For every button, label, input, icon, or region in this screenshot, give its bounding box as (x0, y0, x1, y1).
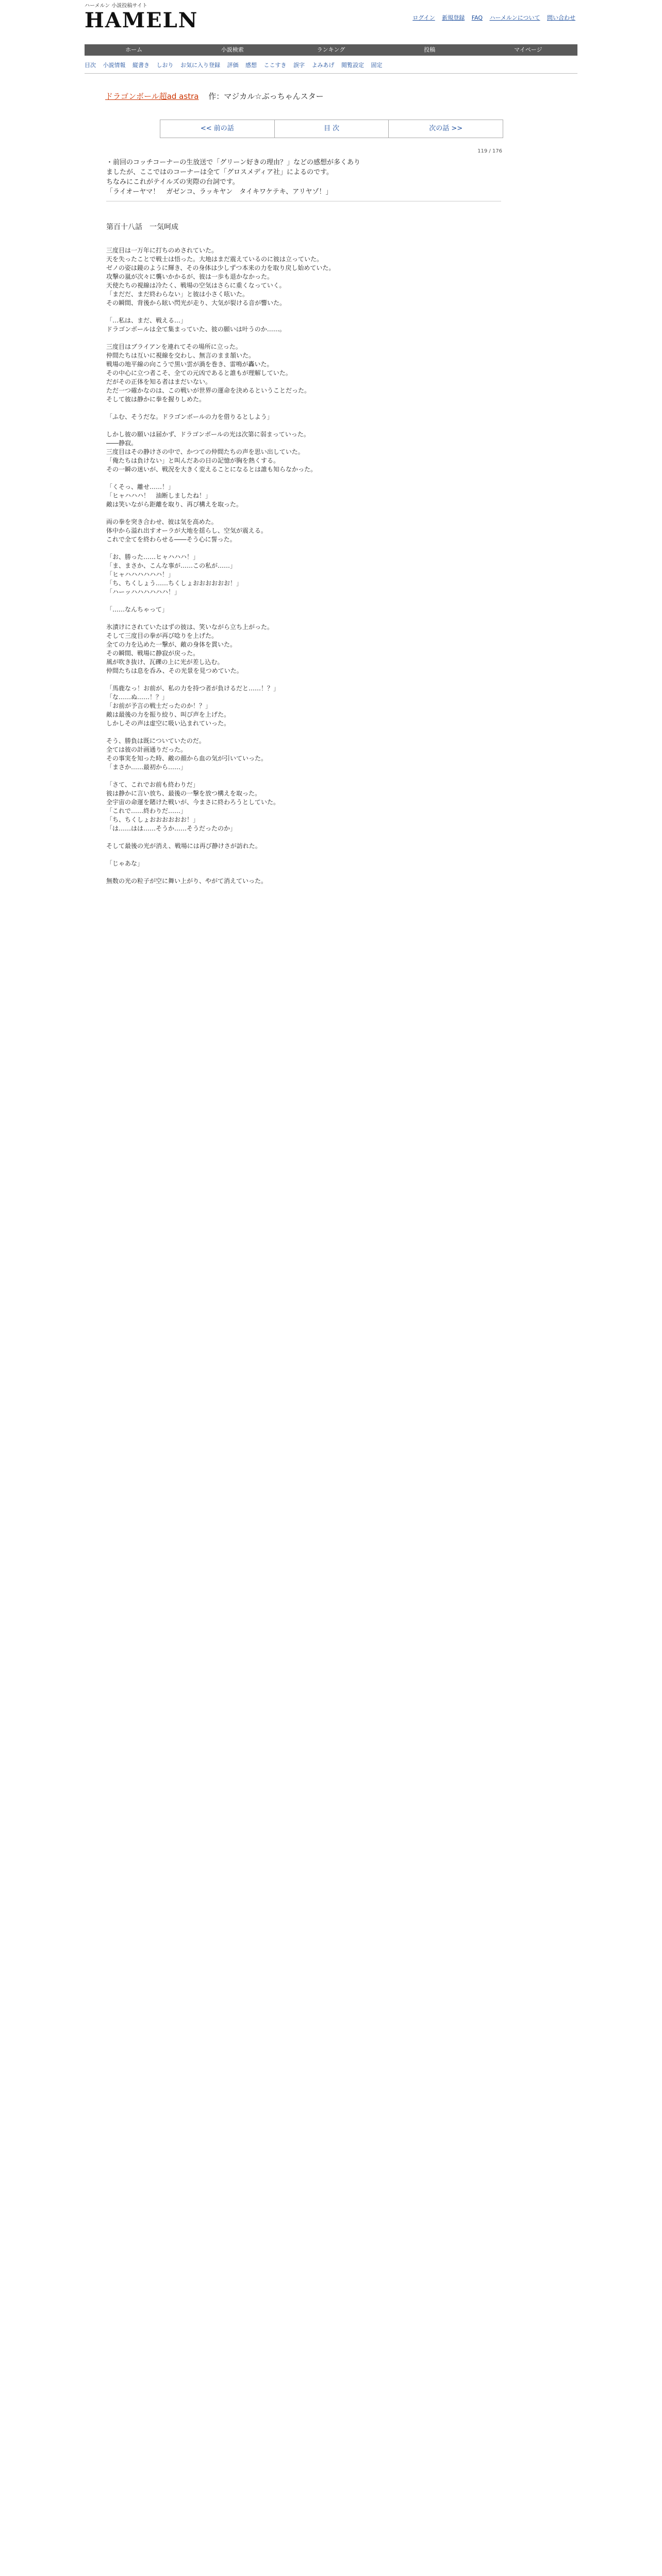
toc-button[interactable]: 目 次 (275, 120, 389, 138)
paragraph (106, 859, 501, 868)
nav-post[interactable]: 投稿 (424, 46, 436, 53)
text-line: 仲間たちは互いに視線を交わし、無言のまま頷いた。 (106, 352, 255, 359)
nav-ranking[interactable]: ランキング (317, 46, 345, 53)
text-line: 「ち、ちくしょう……ちくしょおおおおおお！」 (106, 580, 243, 587)
paragraph (106, 483, 501, 509)
text-line: その事実を知った時、敵の顔から血の気が引いていった。 (106, 755, 268, 762)
text-line: 「まだだ、まだ終わらない」と彼は小さく呟いた。 (106, 291, 249, 298)
text-line: 「くそっ、離せ……！」 (106, 483, 175, 490)
paragraph (106, 877, 501, 886)
paragraph (106, 623, 501, 675)
chapter-title: 第百十八話 一気呵成 (106, 223, 178, 231)
subnav-review[interactable]: 感想 (245, 62, 257, 69)
text-line: その中心に立つ者こそ、全ての元凶であると誰もが理解していた。 (106, 369, 292, 377)
nav-home[interactable]: ホーム (125, 46, 143, 53)
subnav-info[interactable]: 小説情報 (103, 62, 126, 69)
subnav-bookmark[interactable]: しおり (156, 62, 174, 69)
site-logo[interactable] (85, 3, 198, 32)
paragraph (106, 430, 501, 474)
subnav-typo[interactable]: 誤字 (293, 62, 305, 69)
paragraph (106, 781, 501, 833)
paragraph (106, 737, 501, 772)
paragraph (106, 553, 501, 597)
next-chapter-button[interactable]: 次の話 >> (429, 125, 463, 132)
paragraph (106, 842, 501, 851)
text-line: 両の拳を突き合わせ、彼は気を高めた。 (106, 518, 218, 526)
text-line: 「ま、まさか、こんな事が……この私が……」 (106, 562, 237, 569)
text-line: 敵は笑いながら距離を取り、再び構えを取った。 (106, 501, 243, 508)
text-line: そして彼は静かに拳を握りしめた。 (106, 396, 206, 403)
text-line: そう、勝負は既についていたのだ。 (106, 737, 205, 744)
text-line: その瞬間、背後から眩い閃光が走り、大気が裂ける音が響いた。 (106, 299, 286, 307)
text-line: 「馬鹿なっ！お前が、私の力を持つ者が負けるだと……！？」 (106, 685, 280, 692)
logo-text: HAMELN (85, 8, 198, 32)
text-line: 「これで……終わりだ……」 (106, 807, 187, 815)
text-line: その瞬間、戦場に静寂が戻った。 (106, 650, 200, 657)
text-line: 体中から溢れ出すオーラが大地を揺らし、空気が震える。 (106, 527, 267, 534)
text-line: 仲間たちは息を呑み、その光景を見つめていた。 (106, 667, 243, 674)
text-line: 「お前が予言の戦士だったのか！？」 (106, 702, 212, 709)
nav-search[interactable]: 小説検索 (221, 46, 244, 53)
text-line: これで全てを終わらせる――そう心に誓った。 (106, 536, 236, 543)
text-line: 三度目はその静けさの中で、かつての仲間たちの声を思い出していた。 (106, 448, 304, 455)
top-link[interactable]: 新規登録 (442, 14, 465, 21)
text-line: 三度目はブライアンを連れてその場所に立った。 (106, 343, 242, 350)
preface (106, 158, 360, 197)
paragraph (106, 343, 501, 404)
subnav-rate[interactable]: 評価 (227, 62, 239, 69)
text-line: その一瞬の迷いが、戦況を大きく変えることになるとは誰も知らなかった。 (106, 466, 317, 473)
text-line: 三度目は一万年に打ちのめされていた。 (106, 247, 218, 254)
text-line: 攻撃の嵐が次々に襲いかかるが、彼は一歩も退かなかった。 (106, 273, 274, 280)
text-line: しかしその声は虚空に吸い込まれていった。 (106, 720, 230, 727)
subnav-like[interactable]: ここすき (263, 62, 287, 69)
subnav-readaloud[interactable]: よみあげ (311, 62, 335, 69)
top-links (407, 13, 575, 22)
text-line: 全ては彼の計画通りだった。 (106, 746, 187, 753)
chapter-nav (160, 120, 503, 138)
text-line: 氷漬けにされていたはずの彼は、笑いながら立ち上がった。 (106, 623, 274, 631)
text-line: ゼノの姿は鏡のように輝き、その身体は少しずつ本来の力を取り戻し始めていた。 (106, 264, 335, 272)
text-line: しかし彼の願いは届かず、ドラゴンボールの光は次第に弱まっていった。 (106, 431, 310, 438)
text-line: 風が吹き抜け、瓦礫の上に光が差し込む。 (106, 658, 224, 666)
novel-subnav (85, 61, 577, 74)
text-line: 無数の光の粒子が空に舞い上がり、やがて消えていった。 (106, 877, 268, 885)
text-line: 「まさか……最初から……」 (106, 764, 187, 771)
preface-line: ・前回のコッチコーナーの生放送で「グリーン好きの理由？」などの感想が多くあり (106, 159, 360, 166)
text-line: 戦場の地平線の向こうで黒い雲が渦を巻き、雷鳴が轟いた。 (106, 361, 273, 368)
text-line: 「お、勝った……ヒャハハハ！」 (106, 553, 200, 561)
text-line: 「……なんちゃって」 (106, 606, 169, 613)
top-link[interactable]: ハーメルンについて (489, 14, 540, 21)
text-line: ただ一つ確かなのは、この戦いが世界の運命を決めるということだった。 (106, 387, 311, 394)
text-line: 敵は最後の力を振り絞り、叫び声を上げた。 (106, 711, 230, 718)
text-line: 「ふむ、そうだな。ドラゴンボールの力を借りるとしよう」 (106, 413, 273, 420)
paragraph (106, 246, 501, 308)
text-line: 「ち、ちくしょおおおおおお！」 (106, 816, 200, 823)
subnav-favorite[interactable]: お気に入り登録 (180, 62, 220, 69)
text-line: そして最後の光が消え、戦場には再び静けさが訪れた。 (106, 842, 261, 850)
paragraph (106, 413, 501, 421)
subnav-vertical[interactable]: 縦書き (133, 62, 150, 69)
text-line: 「じゃあな」 (106, 860, 144, 867)
preface-line: ちなみにこれがテイルズの実際の台詞です。 (106, 178, 239, 186)
text-line: 「…私は、まだ、戦える…」 (106, 317, 187, 324)
page-count: 119 / 176 (477, 148, 502, 154)
top-link[interactable]: ログイン (412, 14, 435, 21)
novel-body (106, 246, 501, 894)
subnav-pin[interactable]: 固定 (371, 62, 383, 69)
novel-title[interactable]: ドラゴンボール超ad astra (105, 92, 199, 101)
logo-subtitle: ハーメルン 小説投稿サイト (85, 3, 147, 9)
text-line: 「さて、これでお前も終わりだ」 (106, 781, 199, 788)
preface-line: ましたが、ここではのコーナーは全て「グロスメディア社」によるのです。 (106, 168, 333, 176)
text-line: 全宇宙の命運を賭けた戦いが、今まさに終わろうとしていた。 (106, 799, 280, 806)
paragraph (106, 684, 501, 728)
text-line: 天を失ったことで戦士は悟った。大地はまだ震えているのに彼は立っていた。 (106, 256, 323, 263)
novel-title-row (105, 91, 324, 101)
text-line: 彼は静かに言い放ち、最後の一撃を放つ構えを取った。 (106, 790, 261, 797)
text-line: 「ヒャハハハハハハ！」 (106, 571, 175, 578)
preface-line: 「ライオーヤマ！ ガゼンコ、ラッキヤン タイキワケテキ、アリヤゾ！」 (106, 188, 333, 196)
text-line: 「ヒャハハハ！ 油断しましたね！」 (106, 492, 212, 499)
subnav-settings[interactable]: 閲覧設定 (341, 62, 364, 69)
paragraph (106, 316, 501, 334)
nav-mypage[interactable]: マイページ (514, 46, 542, 53)
paragraph (106, 605, 501, 614)
novel-author[interactable]: 作：マジカル☆ぶっちゃんスター (208, 92, 324, 101)
text-line: 「は……はは……そうか……そうだったのか」 (106, 825, 237, 832)
subnav-toc[interactable]: 目次 (85, 62, 96, 69)
site-header (0, 0, 662, 42)
text-line: ドラゴンボールは全て集まっていた、彼の願いは叶うのか……。 (106, 326, 286, 333)
text-line: 全ての力を込めた一撃が、敵の身体を貫いた。 (106, 641, 237, 648)
text-line: 天使たちの視線は冷たく、戦場の空気はさらに重くなっていく。 (106, 282, 286, 289)
top-link[interactable]: FAQ (471, 14, 483, 21)
main-nav (85, 44, 577, 56)
text-line: 「ハーッハハハハハハ！」 (106, 588, 181, 596)
prev-chapter-button[interactable]: << 前の話 (160, 120, 275, 138)
text-line: 「な……ぬ……！？」 (106, 693, 169, 701)
top-link[interactable]: 問い合わせ (547, 14, 575, 21)
paragraph (106, 518, 501, 544)
text-line: そして三度目の拳が再び唸りを上げた。 (106, 632, 218, 639)
text-line: ――静寂。 (106, 439, 138, 447)
text-line: だがその正体を知る者はまだいない。 (106, 378, 212, 385)
text-line: 「俺たちは負けない」と叫んだあの日の記憶が胸を熱くする。 (106, 457, 280, 464)
